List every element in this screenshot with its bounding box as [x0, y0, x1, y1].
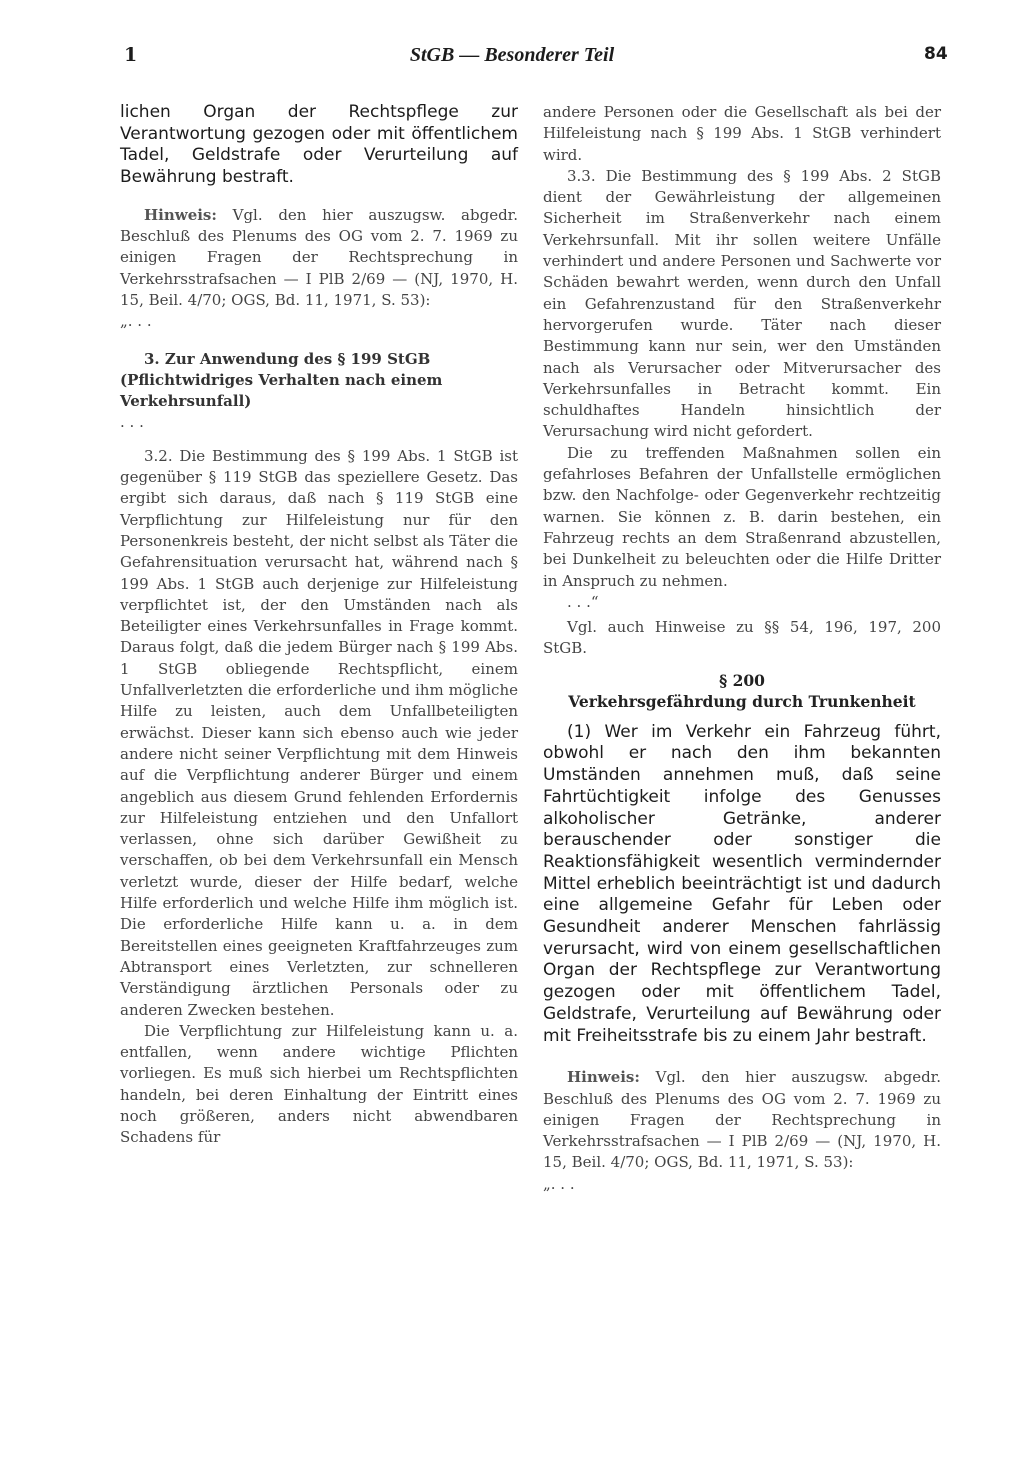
- note-label: Hinweis:: [144, 205, 217, 224]
- running-title: StGB — Besonderer Teil: [409, 44, 615, 66]
- note-text: Vgl. den hier auszugsw. abgedr. Beschluß des Plenums des OG vom 2. 7. 1969 zu einigen Fragen der Rechtsprechung in Verkehrsstrafsachen — I PlB 2/69 — (NJ, 1970, H. 15, Beil. 4/70; OGS, Bd. 11, 1971, S. 53):: [120, 205, 518, 309]
- paragraph-continuation: andere Personen oder die Gesellschaft als bei der Hilfeleistung nach § 199 Abs. 1 StGB verhindert wird.: [543, 103, 941, 164]
- ellipsis: . . .: [120, 413, 144, 432]
- paragraph-3-2: 3.2. Die Bestimmung des § 199 Abs. 1 StGB ist gegenüber § 119 StGB das speziellere Gesetz. Das ergibt sich daraus, daß nach § 119 StGB eine Verpflichtung zur Hilfeleistung nur für den Personenkreis besteht, der nicht selbst als Täter die Gefahrensituation verursacht hat, während nach § 199 Abs. 1 StGB auch derjenige zur Hilfeleistung verpflichtet ist, der den Umständen nach als Beteiligter eines Verkehrsunfalles in Frage kommt. Daraus folgt, daß die jedem Bürger nach § 199 Abs. 1 StGB obliegende Rechtspflicht, einem Unfallverletzten die erforderliche und ihm mögliche Hilfe zu leisten, auch dem Unfallbeteiligten erwächst. Dieser kann sich ebenso auch wie jeder andere nicht seiner Verpflichtung mit dem Hinweis auf die Verpflichtung anderer Bürger und einem angeblich aus diesem Grund fehlenden Erfordernis zur Hilfeleistung entziehen und den Unfallort verlassen, ohne sich darüber Gewißheit zu verschaffen, ob bei dem Verkehrsunfall ein Mensch verletzt wurde, dieser der Hilfe bedarf, welche Hilfe erforderlich und welche Hilfe ihm möglich ist. Die erforderliche Hilfe kann u. a. in dem Bereitstellen eines geeigneten Kraftfahrzeuges zum Abtransport eines Verletzten, zur schnelleren Verständigung ärztlichen Personals oder zu anderen Zwecken bestehen.: [120, 446, 518, 1019]
- note-text-right: Vgl. den hier auszugsw. abgedr. Beschluß des Plenums des OG vom 2. 7. 1969 zu einigen Fragen der Rechtsprechung in Verkehrsstrafsachen — I PlB 2/69 — (NJ, 1970, H. 15, Beil. 4/70; OGS, Bd. 11, 1971, S. 53):: [543, 1068, 941, 1172]
- quote-open: „. . .: [120, 312, 152, 331]
- note-block: [120, 205, 518, 311]
- paragraph-duty: Die Verpflichtung zur Hilfeleistung kann u. a. entfallen, wenn andere wichtige Pflichten vorliegen. Es muß sich hierbei um Rechtspflichten handeln, bei deren Einhaltung der Eintritt eines noch größeren, anders nicht abwendbaren Schadens für: [120, 1021, 518, 1147]
- quote-close: . . .“: [567, 592, 599, 611]
- note-block-right: [543, 1067, 941, 1173]
- quote-open-right: „. . .: [543, 1174, 575, 1193]
- note-label-right: Hinweis:: [567, 1068, 640, 1087]
- left-column: [120, 102, 518, 1149]
- section-title: Verkehrsgefährdung durch Trunkenheit: [568, 691, 916, 711]
- paragraph-measures: Die zu treffenden Maßnahmen sollen ein gefahrloses Befahren der Unfallstelle ermöglichen bzw. den Nachfolge- oder Gegenverkehr rechtzeitig warnen. Sie können z. B. darin bestehen, ein Fahrzeug rechts an dem Straßenrand abzustellen, bei Dunkelheit zu beleuchten oder die Hilfe Dritter in Anspruch zu nehmen.: [543, 443, 941, 590]
- right-column: [543, 102, 941, 1195]
- statute-continuation: lichen Organ der Rechtspflege zur Verantwortung gezogen oder mit öffentlichem Tadel, Geldstrafe oder Verurteilung auf Bewährung bestraft.: [120, 102, 518, 188]
- paragraph-3-3: 3.3. Die Bestimmung des § 199 Abs. 2 StGB dient der Gewährleistung der allgemeinen Sicherheit im Straßenverkehr nach einem Verkehrsunfall. Mit ihr sollen weitere Unfälle verhindert und andere Personen und Sachwerte vor Schäden bewahrt werden, wenn durch den Unfall ein Gefahrenzustand für den Straßenverkehr hervorgerufen wurde. Täter nach dieser Bestimmung kann nur sein, wer den Umständen nach als Verursacher oder Mitverursacher des Verkehrsunfalles in Betracht kommt. Ein schuldhaftes Handeln hinsichtlich der Verursachung wird nicht gefordert.: [543, 166, 941, 441]
- section-number: § 200: [719, 670, 765, 690]
- see-also: Vgl. auch Hinweise zu §§ 54, 196, 197, 200 StGB.: [543, 618, 941, 658]
- page-number: 84: [924, 44, 948, 64]
- page-marker: 1: [124, 44, 138, 66]
- section-heading: 3. Zur Anwendung des § 199 StGB (Pflichtwidriges Verhalten nach einem Verkehrsunfall): [120, 349, 443, 411]
- statute-text: (1) Wer im Verkehr ein Fahrzeug führt, obwohl er nach den ihm bekannten Umständen annehmen muß, daß seine Fahrtüchtigkeit infolge des Genusses alkoholischer Getränke, anderer berauschender oder sonstiger die Reaktionsfähigkeit wesentlich vermindernder Mittel erheblich beeinträchtigt ist und dadurch eine allgemeine Gefahr für Leben oder Gesundheit anderer Menschen fahrlässig verursacht, wird von einem gesellschaftlichen Organ der Rechtspflege zur Verantwortung gezogen oder mit öffentlichem Tadel, Geldstrafe, Verurteilung auf Bewährung oder mit Freiheitsstrafe bis zu einem Jahr bestraft.: [543, 721, 941, 1046]
